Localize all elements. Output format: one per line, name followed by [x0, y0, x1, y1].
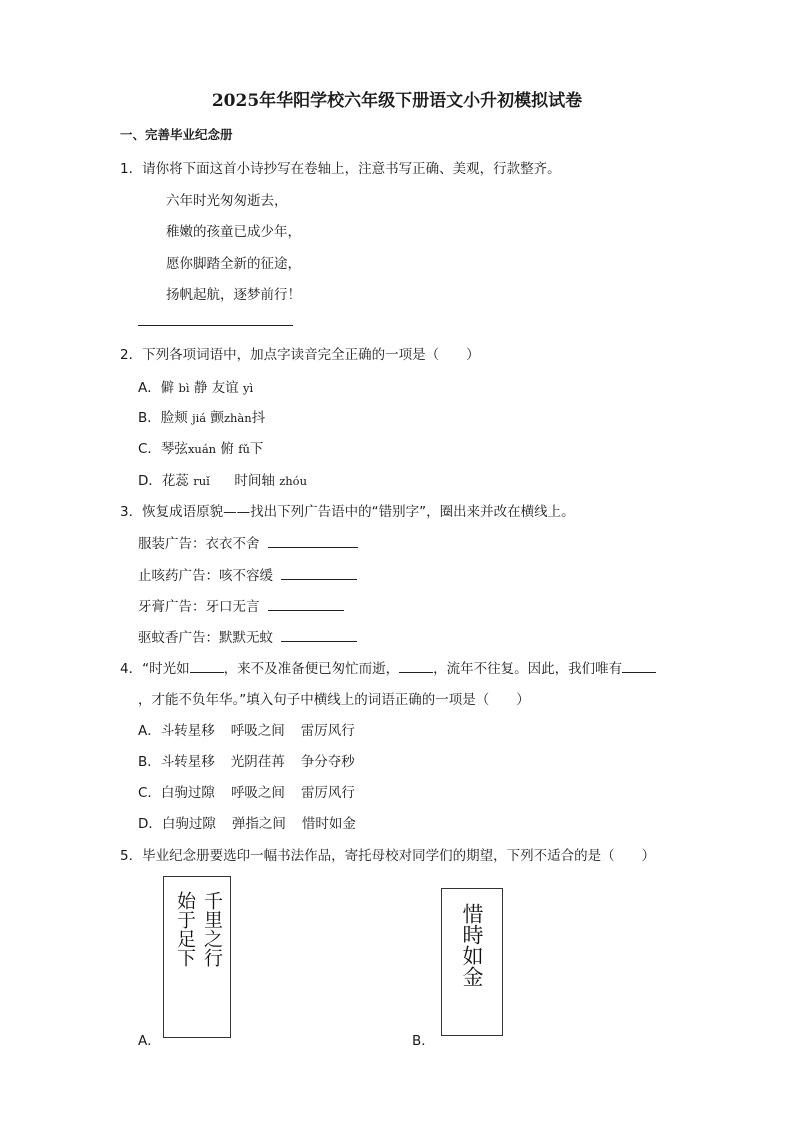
option-text: C．琴弦: [138, 441, 188, 457]
stem-text: ，流年不往复。因此，我们唯有: [433, 661, 623, 677]
option-text: A．僻: [138, 380, 175, 396]
pinyin: xuán: [187, 442, 217, 456]
ad-item: [138, 595, 344, 615]
page-title: 2025年华阳学校六年级下册语文小升初模拟试卷: [211, 91, 583, 111]
stem-text: ，来不及准备便已匆忙而逝，: [223, 661, 400, 677]
stem-text: 4．“时光如: [120, 661, 190, 677]
option-text: 争分夺秒: [300, 754, 355, 770]
option-text: A．斗转星移: [138, 723, 215, 739]
option-b[interactable]: [138, 406, 265, 426]
question-4-stem: [120, 657, 656, 677]
ad-item: [138, 564, 357, 584]
option-text: D．花蕊: [138, 473, 189, 489]
ad-text: 驱蚊香广告：默默无蚊: [138, 630, 273, 646]
option-text: 下: [249, 441, 264, 457]
poem-line: 稚嫩的孩童已成少年，: [166, 224, 301, 240]
option-text: 弹指之间: [231, 816, 286, 832]
option-text: 时间轴: [234, 473, 275, 489]
ad-text: 服装广告：衣衣不舍: [138, 536, 260, 552]
answer-blank[interactable]: [281, 565, 357, 580]
answer-blank[interactable]: [268, 533, 358, 548]
ad-item: [138, 626, 357, 646]
fill-blank[interactable]: [399, 659, 433, 673]
ad-text: 牙膏广告：牙口无言: [138, 599, 260, 615]
calligraphy-text: 惜時如金: [460, 903, 484, 987]
pinyin: bì: [178, 381, 190, 395]
calligraphy-text: 始于足下: [174, 891, 196, 967]
option-d[interactable]: [138, 469, 307, 489]
answer-line[interactable]: [138, 325, 293, 326]
poem-line: 扬帆起航，逐梦前行！: [166, 287, 301, 303]
option-text: B．脸颊: [138, 410, 188, 426]
poem-line: 愿你脚踏全新的征途，: [166, 256, 301, 272]
fill-blank[interactable]: [190, 659, 224, 673]
option-c[interactable]: [138, 781, 355, 801]
option-a-label[interactable]: A．: [138, 1033, 161, 1049]
ad-text: 止咳药广告：咳不容缓: [138, 568, 273, 584]
fill-blank[interactable]: [622, 659, 656, 673]
option-text: C．白驹过隙: [138, 785, 215, 801]
option-text: 抖: [251, 410, 266, 426]
question-3-stem: 3．恢复成语原貌——找出下列广告语中的“错别字”，圈出来并改在横线上。: [120, 504, 575, 520]
pinyin: ruǐ: [193, 474, 210, 488]
option-a[interactable]: [138, 719, 355, 739]
pinyin: yì: [242, 381, 254, 395]
question-5-stem: 5．毕业纪念册要选印一幅书法作品，寄托母校对同学们的期望，下列不适合的是（ ）: [120, 848, 656, 864]
poem-line: 六年时光匆匆逝去，: [166, 193, 288, 209]
option-text: 颤: [210, 410, 224, 426]
option-text: 惜时如金: [301, 816, 356, 832]
option-text: D．白驹过隙: [138, 816, 216, 832]
calligraphy-scroll-b[interactable]: [441, 888, 503, 1036]
option-text: 呼吸之间: [230, 785, 285, 801]
answer-blank[interactable]: [281, 627, 357, 642]
option-a[interactable]: [138, 376, 253, 396]
option-c[interactable]: [138, 437, 263, 457]
calligraphy-text: 千里之行: [201, 891, 223, 967]
pinyin: zhóu: [279, 474, 307, 488]
option-text: 友谊: [211, 380, 239, 396]
option-b-label[interactable]: B．: [412, 1033, 435, 1049]
option-text: 雷厉风行: [300, 785, 355, 801]
question-2-stem: 2．下列各项词语中，加点字读音完全正确的一项是（ ）: [120, 347, 480, 363]
option-text: 雷厉风行: [300, 723, 355, 739]
pinyin: jiá: [192, 411, 207, 425]
ad-item: [138, 532, 358, 552]
option-d[interactable]: [138, 812, 356, 832]
option-text: 光阴荏苒: [230, 754, 285, 770]
question-4-stem-cont: ，才能不负年华。”填入句子中横线上的词语正确的一项是（ ）: [138, 692, 530, 708]
question-1-stem: 1．请你将下面这首小诗抄写在卷轴上，注意书写正确、美观，行款整齐。: [120, 161, 561, 177]
option-text: 俯: [220, 441, 234, 457]
option-text: 静: [193, 380, 208, 396]
section-heading: 一、完善毕业纪念册: [120, 127, 233, 142]
option-b[interactable]: [138, 750, 355, 770]
answer-blank[interactable]: [268, 596, 344, 611]
calligraphy-scroll-a[interactable]: [163, 876, 231, 1038]
option-text: B．斗转星移: [138, 754, 215, 770]
pinyin: zhàn: [223, 411, 252, 425]
pinyin: fǔ: [238, 442, 250, 456]
option-text: 呼吸之间: [230, 723, 285, 739]
